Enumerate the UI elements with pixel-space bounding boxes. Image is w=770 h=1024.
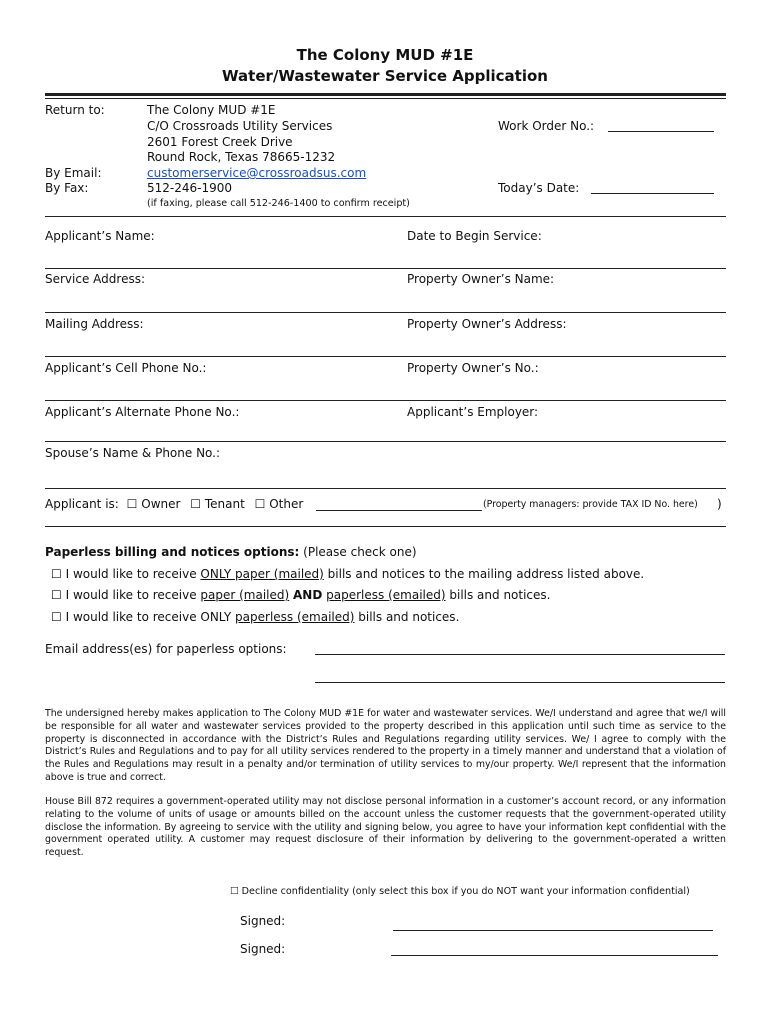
owner-checkbox[interactable]: ☐	[126, 497, 138, 511]
cell-phone-label: Applicant’s Cell Phone No.:	[45, 361, 207, 375]
paperless-heading-note: (Please check one)	[303, 545, 417, 559]
decline-label: Decline confidentiality (only select this box if you do NOT want your information confidential)	[241, 886, 690, 897]
option-2-text-u2: paperless (emailed)	[326, 588, 446, 602]
return-to-label: Return to:	[45, 103, 105, 117]
decline-row	[230, 886, 690, 897]
row1-line[interactable]	[45, 268, 726, 269]
email-only-checkbox[interactable]: ☐	[51, 610, 62, 624]
signed-label-1: Signed:	[240, 914, 286, 928]
paperless-option-2	[51, 588, 550, 602]
row4-line[interactable]	[45, 400, 726, 401]
option-2-and: AND	[293, 588, 323, 602]
option-2-text-b: bills and notices.	[445, 588, 551, 602]
return-city: Round Rock, Texas 78665-1232	[147, 150, 336, 164]
contact-divider	[45, 216, 726, 217]
row5-line[interactable]	[45, 441, 726, 442]
option-1-text-b: bills and notices to the mailing address listed above.	[323, 567, 645, 581]
row3-line[interactable]	[45, 356, 726, 357]
paperless-email-field-2[interactable]	[315, 682, 725, 683]
return-name: The Colony MUD #1E	[147, 103, 276, 117]
paperless-heading: Paperless billing and notices options:	[45, 545, 300, 559]
decline-checkbox[interactable]: ☐	[230, 886, 239, 897]
todays-date-field[interactable]	[591, 193, 714, 194]
option-2-text-u1: paper (mailed)	[200, 588, 290, 602]
applicant-name-label: Applicant’s Name:	[45, 229, 155, 243]
alt-phone-label: Applicant’s Alternate Phone No.:	[45, 405, 240, 419]
row6-line[interactable]	[45, 488, 726, 489]
title-rule-thin	[45, 98, 726, 99]
tenant-option-label: Tenant	[204, 497, 245, 511]
fax-note: (if faxing, please call 512-246-1400 to confirm receipt)	[147, 198, 410, 209]
owner-option-label: Owner	[141, 497, 181, 511]
tax-id-note: (Property managers: provide TAX ID No. here)	[483, 499, 698, 510]
form-title: The Colony MUD #1E	[296, 46, 474, 64]
paperless-heading-row	[45, 545, 417, 559]
paper-only-checkbox[interactable]: ☐	[51, 567, 62, 581]
return-co: C/O Crossroads Utility Services	[147, 119, 333, 133]
option-3-text-u: paperless (emailed)	[235, 610, 355, 624]
paperless-option-3	[51, 610, 459, 624]
paper-and-email-checkbox[interactable]: ☐	[51, 588, 62, 602]
other-option-label: Other	[269, 497, 304, 511]
applicant-is-label: Applicant is:	[45, 497, 119, 511]
paperless-email-field-1[interactable]	[315, 654, 725, 655]
email-label: By Email:	[45, 166, 102, 180]
applicant-is-row	[45, 497, 303, 511]
agreement-paragraph: The undersigned hereby makes application to The Colony MUD #1E for water and wastewater services. We/I understand and agree that we/I will be responsible for all water and wastewater services provided to the property described in this application until such time as service to the property is disconnected in accordance with the District’s Rules and Regulations regarding utility services. We/ I agree to comply with the District’s Rules and Regulations and to pay for all utility services rendered to the property in a timely manner and understand that a violation of the Rules and Regulations may result in a penalty and/or termination of utility services to my/our property. We/I represent that the information above is true and correct.	[45, 708, 726, 783]
spouse-label: Spouse’s Name & Phone No.:	[45, 446, 221, 460]
option-2-text-a: I would like to receive	[65, 588, 201, 602]
todays-date-label: Today’s Date:	[498, 181, 580, 195]
option-1-text-u: ONLY paper (mailed)	[200, 567, 324, 581]
work-order-label: Work Order No.:	[498, 119, 595, 133]
other-checkbox[interactable]: ☐	[254, 497, 266, 511]
date-begin-label: Date to Begin Service:	[407, 229, 542, 243]
owner-address-label: Property Owner’s Address:	[407, 317, 567, 331]
option-3-text-a: I would like to receive ONLY	[65, 610, 236, 624]
employer-label: Applicant’s Employer:	[407, 405, 539, 419]
email-link[interactable]: customerservice@crossroadsus.com	[147, 166, 367, 180]
tax-id-paren: )	[717, 497, 722, 511]
row2-line[interactable]	[45, 312, 726, 313]
signature-field-1[interactable]	[393, 930, 713, 931]
signed-label-2: Signed:	[240, 942, 286, 956]
form-subtitle: Water/Wastewater Service Application	[222, 67, 548, 85]
return-street: 2601 Forest Creek Drive	[147, 135, 293, 149]
tenant-checkbox[interactable]: ☐	[190, 497, 202, 511]
title-rule-thick	[45, 93, 726, 96]
mailing-address-label: Mailing Address:	[45, 317, 144, 331]
owner-phone-label: Property Owner’s No.:	[407, 361, 539, 375]
work-order-field[interactable]	[608, 131, 714, 132]
option-1-text-a: I would like to receive	[65, 567, 201, 581]
paperless-option-1	[51, 567, 644, 581]
hb872-paragraph: House Bill 872 requires a government-operated utility may not disclose personal information in a customer’s account record, or any information relating to the volume of units of usage or amounts billed on the account unless the customer requests that the government-operated utility disclose the information. By agreeing to service with the utility and signing below, you agree to have your information kept confidential with the government operated utility. A customer may request disclosure of their information by delivering to the government-operated a written request.	[45, 796, 726, 859]
paperless-email-label: Email address(es) for paperless options:	[45, 642, 287, 656]
fax-number: 512-246-1900	[147, 181, 233, 195]
option-3-text-b: bills and notices.	[354, 610, 460, 624]
fax-label: By Fax:	[45, 181, 89, 195]
owner-name-label: Property Owner’s Name:	[407, 272, 555, 286]
row7-line[interactable]	[45, 526, 726, 527]
signature-field-2[interactable]	[391, 955, 718, 956]
other-field[interactable]	[316, 510, 482, 511]
service-address-label: Service Address:	[45, 272, 145, 286]
